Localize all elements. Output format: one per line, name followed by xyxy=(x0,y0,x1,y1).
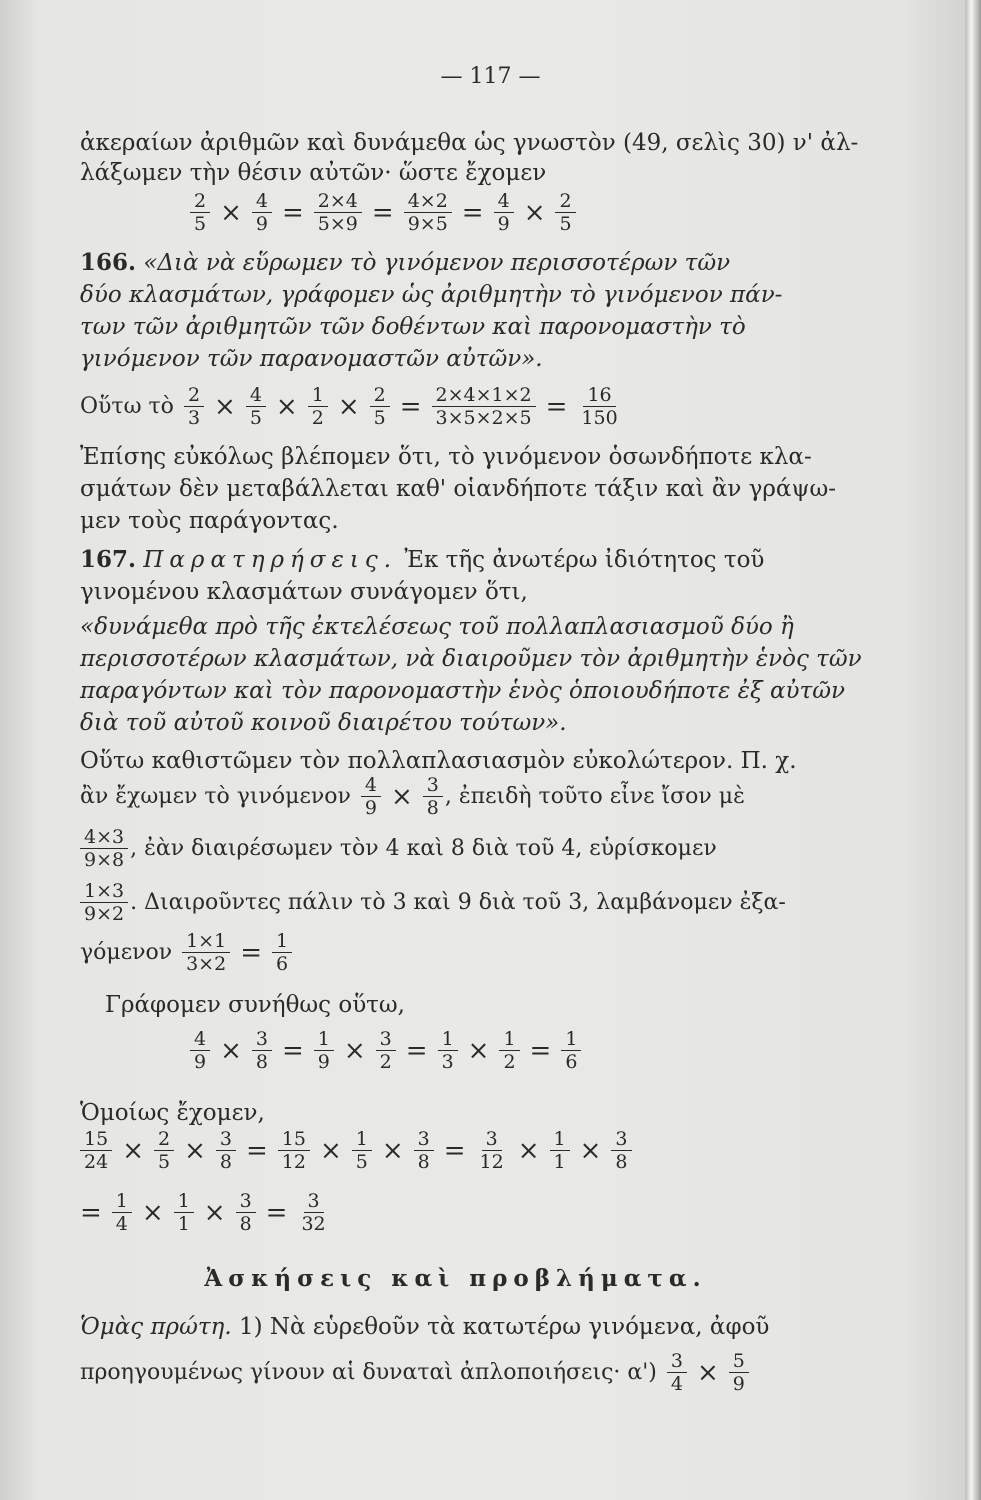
fraction: $\frac{1\times 1}{3\times 2}$ xyxy=(182,930,230,975)
fraction: $\frac{3}{32}$ xyxy=(301,1190,326,1235)
fraction: $\frac{4\times 3}{9\times 8}$ xyxy=(80,826,128,871)
fraction: $\frac{1}{2}$ xyxy=(499,1028,519,1073)
equation-5: = $\frac{1}{4}$ × $\frac{1}{1}$ × $\frac{3}{8}$ = $\frac{3}{32}$ xyxy=(80,1190,330,1235)
quote-line: «δυνάμεθα πρὸ τῆς ἐκτελέσεως τοῦ πολλαπλασιασμοῦ δύο ἢ xyxy=(80,614,794,640)
fraction: $\frac{5}{9}$ xyxy=(729,1350,749,1395)
section-title: Παρατηρήσεις. xyxy=(143,547,398,573)
section-167-line: 167. Παρατηρήσεις. Ἐκ τῆς ἀνωτέρω ἰδιότητος τοῦ xyxy=(80,546,765,573)
paragraph-math-line: $\frac{4\times 3}{9\times 8}$ , ἐὰν διαιρέσωμεν τὸν 4 καὶ 8 διὰ τοῦ 4, εὑρίσκομεν xyxy=(80,826,717,871)
section-166-line: 166. «Διὰ νὰ εὕρωμεν τὸ γινόμενον περισσοτέρων τῶν xyxy=(80,249,731,276)
paragraph-math-line: $\frac{1\times 3}{9\times 2}$ . Διαιροῦντες πάλιν τὸ 3 καὶ 9 διὰ τοῦ 3, λαμβάνομεν ἐξα- xyxy=(80,880,786,925)
exercise-line: Ὁμὰς πρώτη. 1) Νὰ εὑρεθοῦν τὰ κατωτέρω γινόμενα, ἀφοῦ xyxy=(80,1314,770,1340)
fraction: $\frac{1}{2}$ xyxy=(308,384,328,429)
fraction: $\frac{1}{6}$ xyxy=(561,1028,581,1073)
fraction: $\frac{1}{5}$ xyxy=(352,1128,372,1173)
equation-4: $\frac{15}{24}$ × $\frac{2}{5}$ × $\frac{3}{8}$ = $\frac{15}{12}$ × $\frac{1}{5}$ × $\frac{3}{8}$ = $\frac{3}{12}$ × $\frac{1}{1}$ × $\frac{3}{8}$ xyxy=(80,1128,632,1173)
fraction: $\frac{3}{12}$ xyxy=(479,1128,504,1173)
fraction: $\frac{15}{24}$ xyxy=(80,1128,112,1173)
fraction: $\frac{4}{9}$ xyxy=(252,190,272,235)
equation-1: $\frac{2}{5}$ × $\frac{4}{9}$ = $\frac{2\times 4}{5\times 9}$ = $\frac{4\times 2}{9\times 5}$ = $\frac{4}{9}$ × $\frac{2}{5}$ xyxy=(190,190,576,235)
fraction: $\frac{4}{9}$ xyxy=(361,774,381,819)
fraction: $\frac{3}{8}$ xyxy=(611,1128,631,1173)
quote-line: παραγόντων καὶ τὸν παρονομαστὴν ἑνὸς ὁποιουδήποτε ἐξ αὐτῶν xyxy=(80,678,845,704)
fraction: $\frac{3}{8}$ xyxy=(216,1128,236,1173)
paragraph-math-line: γόμενον $\frac{1\times 1}{3\times 2}$ = $\frac{1}{6}$ xyxy=(80,930,292,975)
exercises-heading: Ἀσκήσεις καὶ προβλήματα. xyxy=(204,1265,707,1292)
quote-line: διὰ τοῦ αὐτοῦ κοινοῦ διαιρέτου τούτων». xyxy=(80,710,567,736)
exercise-math-line: προηγουμένως γίνουν αἱ δυναταὶ ἀπλοποιήσεις· α') $\frac{3}{4}$ × $\frac{5}{9}$ xyxy=(80,1350,749,1395)
fraction: $\frac{1}{4}$ xyxy=(112,1190,132,1235)
fraction: $\frac{15}{12}$ xyxy=(278,1128,310,1173)
fraction: $\frac{2}{5}$ xyxy=(154,1128,174,1173)
paragraph-line: ἀκεραίων ἀριθμῶν καὶ δυνάμεθα ὡς γνωστὸν (49, σελὶς 30) ν' ἀλ- xyxy=(80,130,859,156)
paragraph-math-line: ἂν ἔχωμεν τὸ γινόμενον $\frac{4}{9}$ × $\frac{3}{8}$ , ἐπειδὴ τοῦτο εἶνε ἴσον μὲ xyxy=(80,774,745,819)
section-166-line: των τῶν ἀριθμητῶν τῶν δοθέντων καὶ παρονομαστὴν τὸ xyxy=(80,314,746,340)
fraction: $\frac{2}{5}$ xyxy=(370,384,390,429)
paragraph-line: γινομένου κλασμάτων συνάγομεν ὅτι, xyxy=(80,579,528,605)
section-166-line: δύο κλασμάτων, γράφομεν ὡς ἀριθμητὴν τὸ γινόμενον πάν- xyxy=(80,282,783,308)
fraction: $\frac{2}{3}$ xyxy=(184,384,204,429)
fraction: $\frac{1}{3}$ xyxy=(438,1028,458,1073)
fraction: $\frac{1}{9}$ xyxy=(314,1028,334,1073)
quote-line: περισσοτέρων κλασμάτων, νὰ διαιροῦμεν τὸν ἀριθμητὴν ἑνὸς τῶν xyxy=(80,646,862,672)
fraction: $\frac{1}{6}$ xyxy=(272,930,292,975)
section-166-line: γινόμενον τῶν παρανομαστῶν αὐτῶν». xyxy=(80,346,543,372)
paragraph-line: Γράφομεν συνήθως οὕτω, xyxy=(105,992,405,1018)
paragraph-line: Οὕτω καθιστῶμεν τὸν πολλαπλασιασμὸν εὐκολώτερον. Π. χ. xyxy=(80,748,797,774)
fraction: $\frac{2}{5}$ xyxy=(555,190,575,235)
fraction: $\frac{4}{5}$ xyxy=(246,384,266,429)
equation-2: Οὕτω τὸ $\frac{2}{3}$ × $\frac{4}{5}$ × $\frac{1}{2}$ × $\frac{2}{5}$ = $\frac{2\times 4\times 1\times 2}{3\times 5\times 2\times 5}$ = $\frac{16}{150}$ xyxy=(80,384,622,429)
fraction: $\frac{16}{150}$ xyxy=(581,384,618,429)
paragraph-line: λάξωμεν τὴν θέσιν αὐτῶν· ὥστε ἔχομεν xyxy=(80,160,547,186)
section-number: 166. xyxy=(80,249,137,276)
fraction: $\frac{3}{8}$ xyxy=(236,1190,256,1235)
fraction: $\frac{3}{8}$ xyxy=(252,1028,272,1073)
fraction: $\frac{1\times 3}{9\times 2}$ xyxy=(80,880,128,925)
fraction: $\frac{3}{2}$ xyxy=(376,1028,396,1073)
fraction: $\frac{3}{8}$ xyxy=(414,1128,434,1173)
fraction: $\frac{1}{1}$ xyxy=(550,1128,570,1173)
page-number: — 117 — xyxy=(440,64,541,89)
fraction: $\frac{1}{1}$ xyxy=(174,1190,194,1235)
fraction: $\frac{2\times 4\times 1\times 2}{3\times 5\times 2\times 5}$ xyxy=(432,384,536,429)
fraction: $\frac{4\times 2}{9\times 5}$ xyxy=(404,190,452,235)
fraction: $\frac{3}{8}$ xyxy=(423,774,443,819)
paragraph-line: Ὁμοίως ἔχομεν, xyxy=(80,1100,265,1126)
paragraph-line: Ἐπίσης εὐκόλως βλέπομεν ὅτι, τὸ γινόμενον ὁσωνδήποτε κλα- xyxy=(80,444,812,470)
fraction: $\frac{2\times 4}{5\times 9}$ xyxy=(314,190,362,235)
book-spine-edge xyxy=(965,0,981,1500)
fraction: $\frac{3}{4}$ xyxy=(667,1350,687,1395)
fraction: $\frac{4}{9}$ xyxy=(190,1028,210,1073)
section-number: 167. xyxy=(80,546,137,573)
paragraph-line: σμάτων δὲν μεταβάλλεται καθ' οἱανδήποτε τάξιν καὶ ἂν γράψω- xyxy=(80,476,837,502)
paragraph-line: μεν τοὺς παράγοντας. xyxy=(80,508,339,534)
fraction: $\frac{2}{5}$ xyxy=(190,190,210,235)
fraction: $\frac{4}{9}$ xyxy=(494,190,514,235)
equation-3: $\frac{4}{9}$ × $\frac{3}{8}$ = $\frac{1}{9}$ × $\frac{3}{2}$ = $\frac{1}{3}$ × $\frac{1}{2}$ = $\frac{1}{6}$ xyxy=(190,1028,581,1073)
exercise-group-title: Ὁμὰς πρώτη. xyxy=(80,1314,232,1340)
